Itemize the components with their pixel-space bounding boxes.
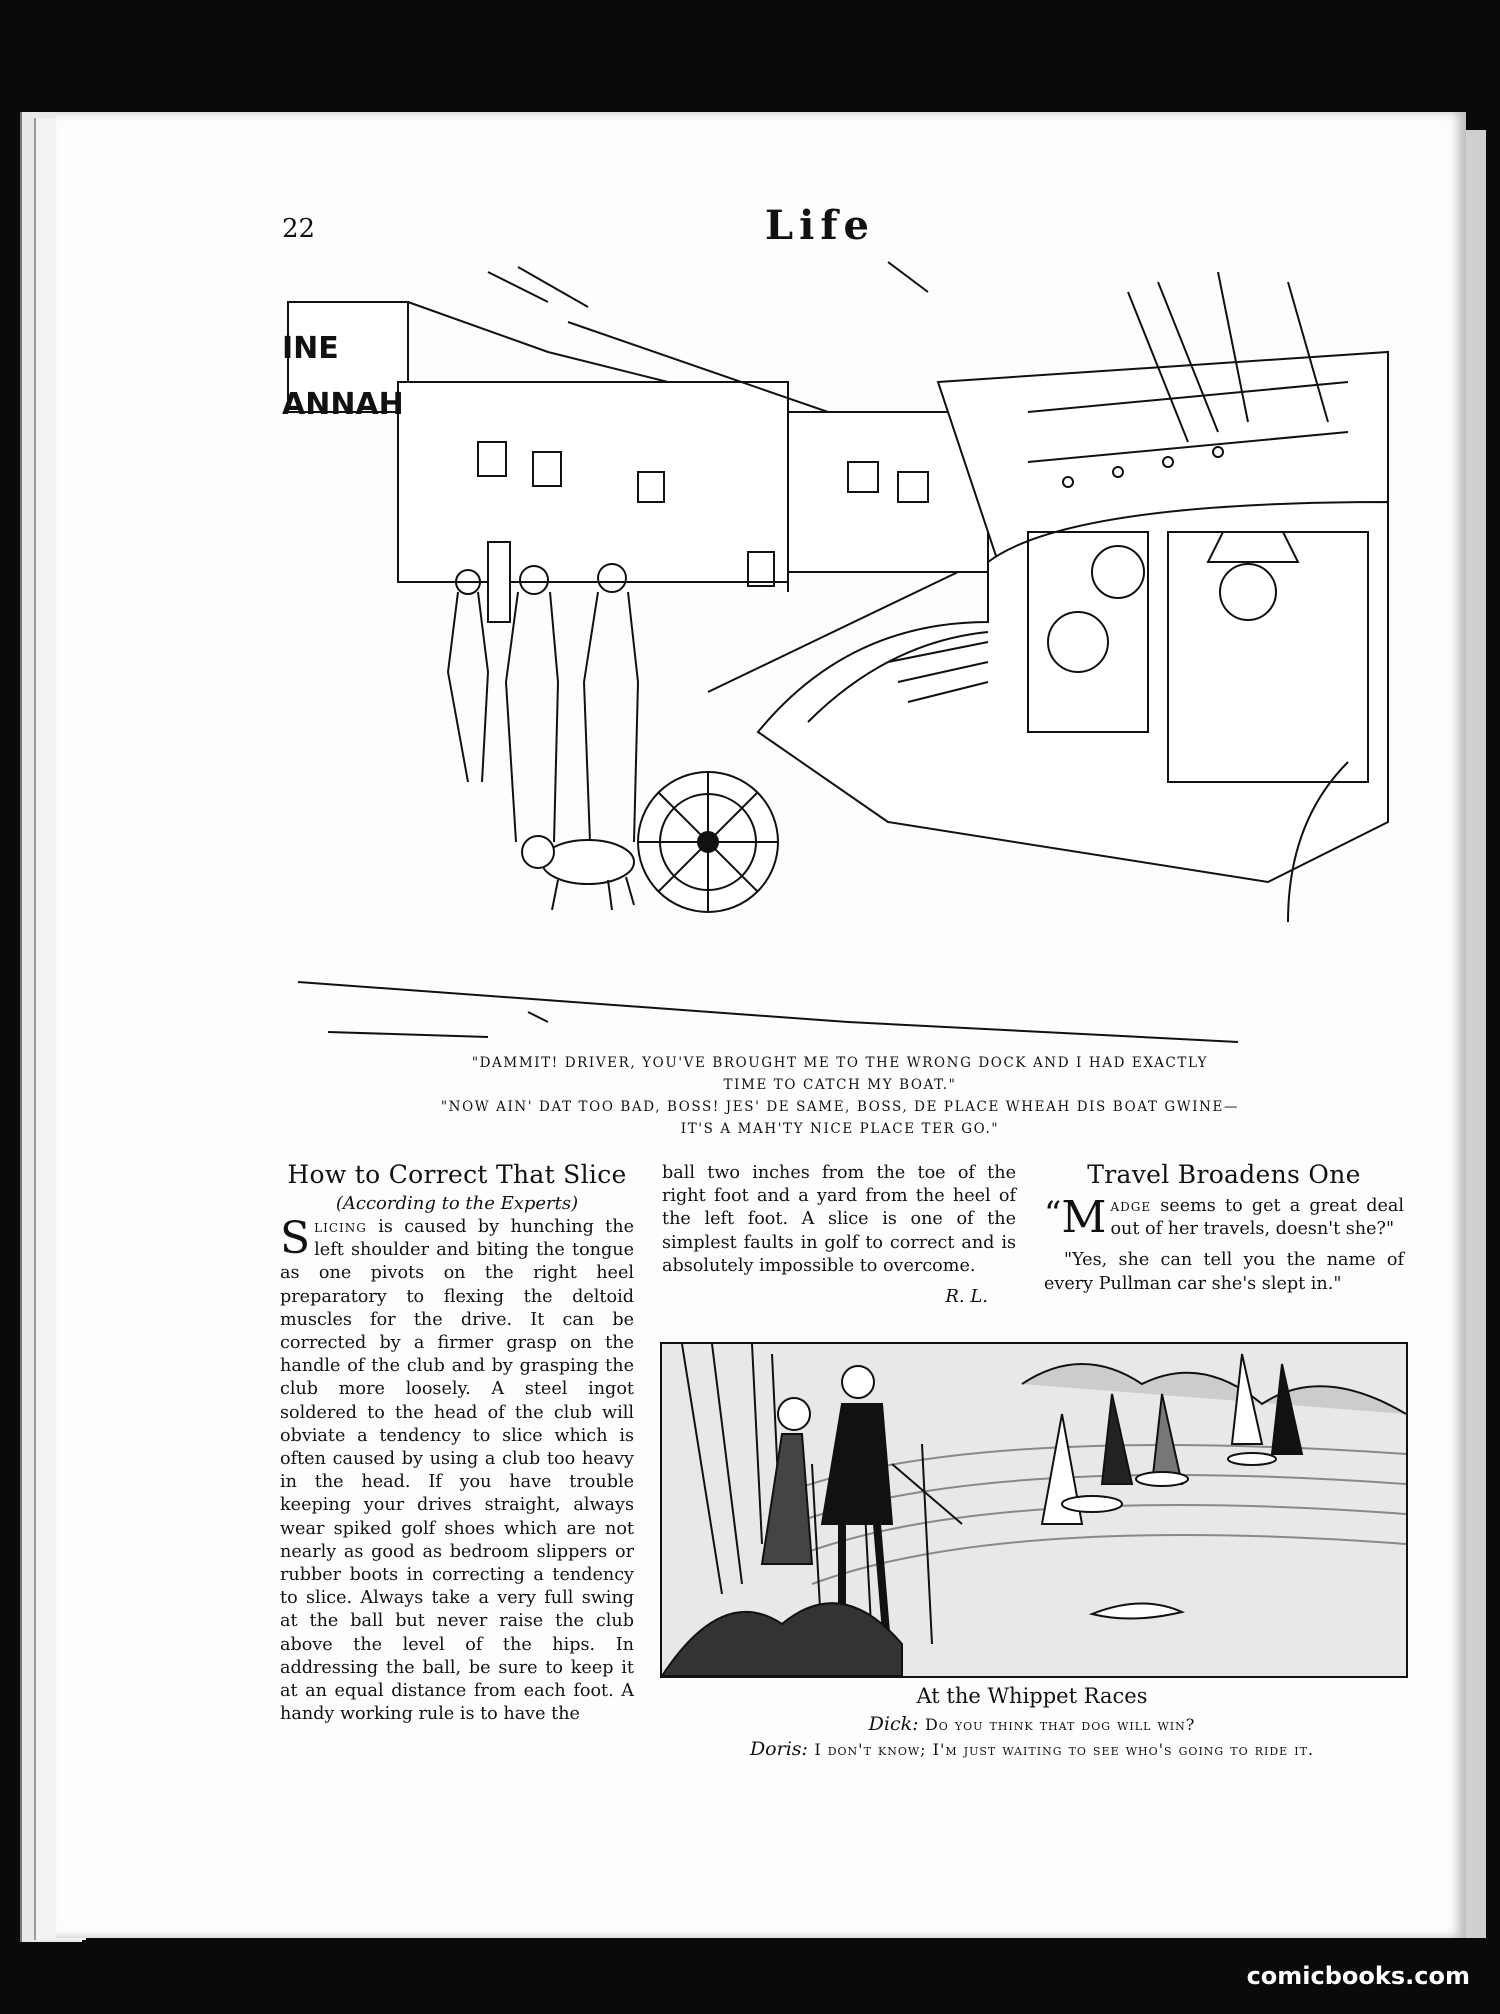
body-text: is caused by hunching the left shoulder and biting the tongue as one pivots on the right heel preparatory to flexing the deltoid muscles for the drive. It can be corrected by a firmer grasp on the handle of the club and by grasping the club more loosely. A steel ingot soldered to the head of the club will obviate a tendency to slice which is often caused by using a club too heavy in the head. If you have trouble keeping your drives straight, always wear spiked golf shoes which are not nearly as good as bedroom slippers or rubber boots in correcting a tendency to slice. Always take a very full swing at the ball but never raise the club above the level of the hips. In addressing the ball, be sure to keep it at an equal distance from each foot. A handy working rule is to have the <box>280 1217 634 1725</box>
travel-article-p1 <box>1044 1192 1404 1243</box>
masthead: Life <box>765 202 875 249</box>
whippet-races-illustration <box>660 1342 1408 1678</box>
lead-smallcaps: licing <box>314 1217 367 1237</box>
sign-text-line1: INE <box>282 331 339 366</box>
watermark: comicbooks.com <box>1246 1962 1470 1990</box>
slice-article-subtitle: (According to the Experts) <box>335 1193 579 1214</box>
drop-cap: M <box>1061 1192 1107 1243</box>
page-edge-right <box>1466 130 1486 1938</box>
whippet-caption-line2 <box>660 1738 1404 1760</box>
page-number: 22 <box>282 214 316 244</box>
body-text: seems to get a great deal out of her travels, doesn't she?" <box>1110 1196 1404 1240</box>
dialogue: Do you think that dog will win? <box>924 1715 1196 1734</box>
slice-article-signature: R. L. <box>945 1286 988 1308</box>
slice-article-body-col2: ball two inches from the toe of the right foot and a yard from the heel of the left foot. A slice is one of the simplest faults in golf to correct and is absolutely impossible to overcome. <box>662 1163 1016 1276</box>
caption-line: IT'S A MAH'TY NICE PLACE TER GO." <box>680 1121 1000 1137</box>
caption-line: TIME TO CATCH MY BOAT." <box>723 1077 957 1093</box>
slice-article-body-col1 <box>280 1213 634 1726</box>
slice-article-continued <box>662 1162 1016 1307</box>
travel-article-p2: "Yes, she can tell you the name of every Pullman car she's slept in." <box>1044 1250 1404 1294</box>
lead-smallcaps: adge <box>1110 1196 1152 1216</box>
speaker-name: Doris: <box>749 1738 808 1760</box>
open-quote: “ <box>1044 1194 1062 1234</box>
dialogue: I don't know; I'm just waiting to see who's going to ride it. <box>814 1740 1315 1759</box>
dock-cartoon-caption <box>300 1052 1380 1140</box>
drop-cap: S <box>280 1213 311 1264</box>
dock-cartoon-illustration <box>282 262 1398 1050</box>
sign-text-line2: ANNAH <box>282 387 404 422</box>
travel-article-title: Travel Broadens One <box>1087 1160 1361 1189</box>
whippet-caption-title: At the Whippet Races <box>916 1684 1148 1708</box>
whippet-caption-line1 <box>660 1713 1404 1735</box>
caption-line: "NOW AIN' DAT TOO BAD, BOSS! JES' DE SAME, BOSS, DE PLACE WHEAH DIS BOAT GWINE— <box>440 1099 1240 1115</box>
slice-article <box>280 1160 634 1726</box>
travel-article <box>1044 1160 1404 1296</box>
caption-line: "DAMMIT! DRIVER, YOU'VE BROUGHT ME TO THE WRONG DOCK AND I HAD EXACTLY <box>471 1055 1209 1071</box>
slice-article-title: How to Correct That Slice <box>287 1160 627 1189</box>
speaker-name: Dick: <box>868 1713 919 1735</box>
